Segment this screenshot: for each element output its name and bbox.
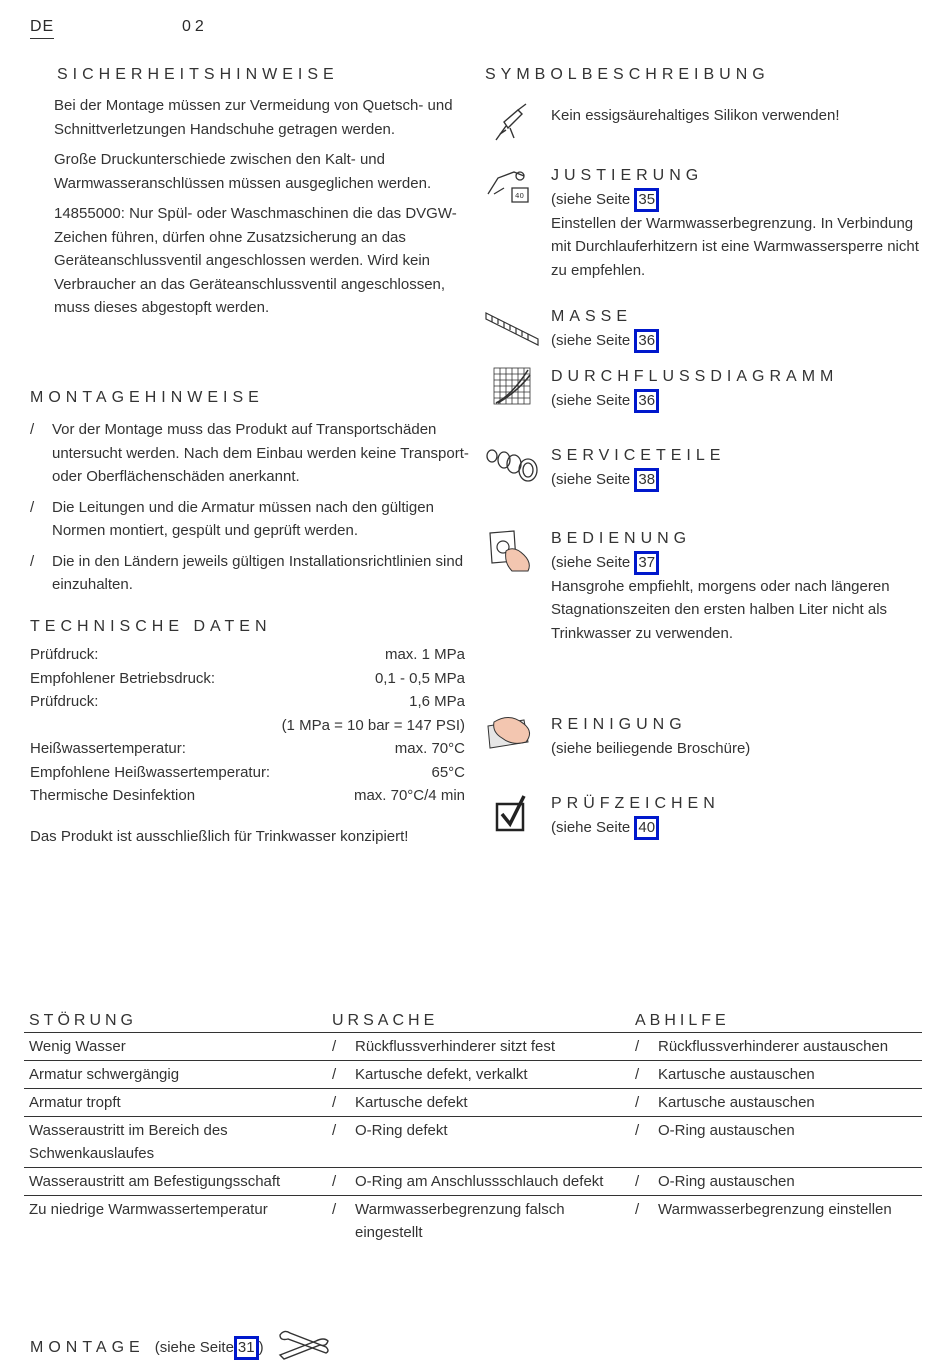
checkbox-icon	[484, 792, 536, 836]
troubleshooting-table	[24, 1011, 922, 1246]
montage-title: MONTAGE	[30, 1339, 145, 1356]
table-row: Wasseraustritt im Bereich des Schwenkauslaufes / O-Ring defekt / O-Ring austauschen	[24, 1117, 922, 1168]
service-title: SERVICETEILE	[551, 447, 726, 464]
table-header-row	[24, 1011, 922, 1033]
adjustment-icon	[484, 164, 536, 208]
montagehinweise-list	[30, 418, 470, 597]
flow-diagram-icon	[484, 365, 536, 409]
montage-footer	[30, 1327, 332, 1369]
masse-title: MASSE	[551, 308, 633, 325]
table-row: Armatur tropft / Kartusche defekt / Kartusche austauschen	[24, 1089, 922, 1117]
justierung-title: JUSTIERUNG	[551, 167, 704, 184]
list-item: / Die in den Ländern jeweils gültigen Installationsrichtlinien sind einzuhalten.	[30, 552, 464, 593]
service-parts-icon	[484, 444, 536, 488]
table-row: Empfohlener Betriebsdruck: 0,1 - 0,5 MPa	[30, 669, 465, 687]
ruler-icon	[484, 305, 536, 349]
cleaning-hand-icon	[484, 712, 536, 756]
column-header: URSACHE	[327, 1011, 630, 1033]
technische-table	[30, 646, 465, 811]
reinigung-title: REINIGUNG	[551, 716, 687, 733]
page-link[interactable]: 36	[634, 389, 659, 413]
reinigung-block	[551, 713, 923, 760]
technische-heading: TECHNISCHE DATEN	[30, 618, 272, 635]
table-row: Empfohlene Heißwassertemperatur: 65°C	[30, 763, 465, 781]
justierung-text: Einstellen der Warmwasserbegrenzung. In Verbindung mit Durchlauferhitzern ist eine Warmwassersperre nicht zu empfehlen.	[551, 214, 919, 279]
list-item: / Die Leitungen und die Armatur müssen nach den gültigen Normen montiert, gespült und geprüft werden.	[30, 498, 434, 539]
tools-icon	[276, 1327, 332, 1369]
service-see: (siehe Seite 38	[551, 468, 923, 492]
silicone-gun-icon	[484, 100, 536, 144]
durchfluss-block	[551, 365, 923, 413]
table-row: Prüfdruck: 1,6 MPa	[30, 693, 465, 710]
table-row: Zu niedrige Warmwassertemperatur / Warmwasserbegrenzung falsch eingestellt / Warmwasserbegrenzung einstellen	[29, 1201, 892, 1241]
page-link[interactable]: 37	[634, 551, 659, 575]
justierung-block	[551, 164, 923, 282]
column-header: STÖRUNG	[24, 1011, 327, 1033]
symbol-heading: SYMBOLBESCHREIBUNG	[485, 66, 770, 83]
sicherheit-para: 14855000: Nur Spül- oder Waschmaschinen die das DVGW-Zeichen führen, dürfen ohne Zusatzsicherung an das Geräteanschlussventil angeschlossen werden. Wird kein Verbraucher an das Geräteanschlussventil angeschlossen, muss dieses abgestopft werden.	[54, 205, 457, 316]
bedienung-see: (siehe Seite 37	[551, 551, 923, 575]
sicherheit-para: Bei der Montage müssen zur Vermeidung von Quetsch- und Schnittverletzungen Handschuhe getragen werden.	[54, 97, 453, 138]
page-link[interactable]: 31	[234, 1336, 259, 1360]
sicherheit-heading: SICHERHEITSHINWEISE	[57, 66, 339, 83]
table-row: Wasseraustritt am Befestigungsschaft / O-Ring am Anschlussschlauch defekt / O-Ring austauschen	[24, 1168, 922, 1196]
pruef-block	[551, 792, 923, 840]
montage-close: )	[258, 1339, 264, 1356]
table-row: Heißwassertemperatur: max. 70°C	[30, 740, 465, 757]
page-link[interactable]: 36	[634, 329, 659, 353]
silikon-text: Kein essigsäurehaltiges Silikon verwenden!	[551, 107, 840, 124]
table-row: Prüfdruck: max. 1 MPa	[30, 646, 465, 663]
list-item: / Vor der Montage muss das Produkt auf Transportschäden untersucht werden. Nach dem Einbau werden keine Transport- oder Oberflächenschäden anerkannt.	[30, 421, 469, 485]
table-row: Wenig Wasser / Rückflussverhinderer sitzt fest / Rückflussverhinderer austauschen	[24, 1033, 922, 1061]
masse-block	[551, 305, 923, 353]
montage-see: (siehe Seite	[154, 1339, 234, 1356]
reinigung-text: (siehe beiliegende Broschüre)	[551, 739, 751, 757]
column-header: ABHILFE	[630, 1011, 922, 1033]
bedienung-text: Hansgrohe empfiehlt, morgens oder nach längeren Stagnationszeiten den ersten halben Liter nicht als Trinkwasser zu verwenden.	[551, 577, 890, 642]
montagehinweise-heading: MONTAGEHINWEISE	[30, 389, 264, 406]
bedienung-block	[551, 527, 923, 645]
trinkwasser-note: Das Produkt ist ausschließlich für Trinkwasser konzipiert!	[30, 828, 409, 845]
sicherheit-section	[54, 94, 469, 320]
page-link[interactable]: 38	[634, 468, 659, 492]
pruef-title: PRÜFZEICHEN	[551, 795, 720, 812]
service-block	[551, 444, 923, 492]
table-row: Thermische Desinfektion max. 70°C/4 min	[30, 787, 465, 804]
sicherheit-para: Große Druckunterschiede zwischen den Kalt- und Warmwasseranschlüssen müssen ausgeglichen werden.	[54, 151, 432, 192]
masse-see: (siehe Seite 36	[551, 329, 923, 353]
language-code: DE	[30, 18, 54, 39]
operation-hand-icon	[484, 527, 536, 573]
page-number: 02	[182, 18, 208, 35]
table-row: (1 MPa = 10 bar = 147 PSI)	[281, 716, 465, 734]
durchfluss-see: (siehe Seite 36	[551, 389, 923, 413]
pruef-see: (siehe Seite 40	[551, 816, 923, 840]
page-link[interactable]: 35	[634, 188, 659, 212]
durchfluss-title: DURCHFLUSSDIAGRAMM	[551, 368, 839, 385]
page-link[interactable]: 40	[634, 816, 659, 840]
table-row: Armatur schwergängig / Kartusche defekt, verkalkt / Kartusche austauschen	[24, 1061, 922, 1089]
justierung-see: (siehe Seite 35	[551, 188, 923, 212]
bedienung-title: BEDIENUNG	[551, 530, 692, 547]
svg-text:40: 40	[515, 192, 524, 200]
